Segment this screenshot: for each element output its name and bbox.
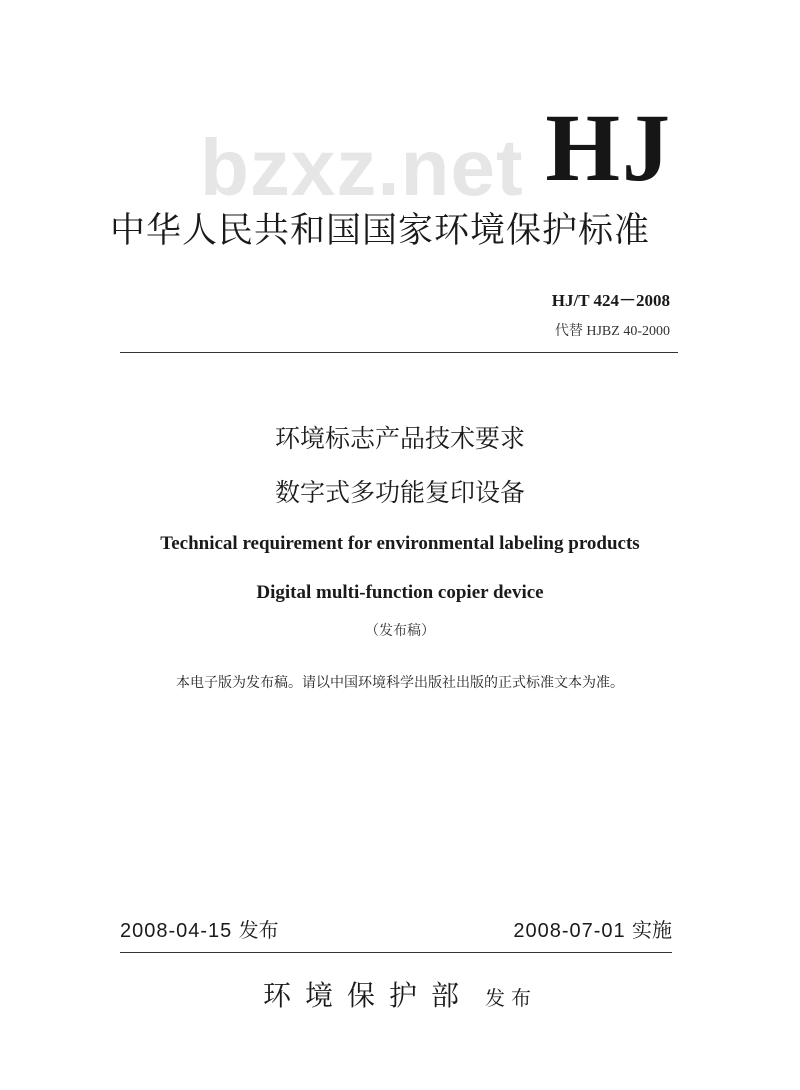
implement-date-block <box>513 920 672 941</box>
implement-date: 2008-07-01 <box>513 920 626 942</box>
issuer-verb: 发布 <box>485 986 537 1010</box>
edition-notice: 本电子版为发布稿。请以中国环境科学出版社出版的正式标准文本为准。 <box>176 675 624 691</box>
issue-date: 2008-04-15 <box>120 920 233 942</box>
org-title: 中华人民共和国国家环境保护标准 <box>110 211 651 251</box>
top-divider <box>120 352 678 353</box>
hj-logo: HJ <box>545 94 672 201</box>
title-cn-line-2: 数字式多功能复印设备 <box>274 478 525 507</box>
title-en-line-2: Digital multi-function copier device <box>256 582 544 603</box>
standard-number: HJ/T 424－2008 <box>551 291 670 310</box>
draft-note: （发布稿） <box>365 623 435 639</box>
issuer-name: 环境保护部 <box>262 979 473 1012</box>
title-cn-line-1: 环境标志产品技术要求 <box>274 424 525 453</box>
issue-label: 发布 <box>238 918 279 942</box>
bottom-divider <box>120 952 672 953</box>
issue-date-block <box>120 920 279 941</box>
implement-label: 实施 <box>632 918 672 942</box>
title-en-line-1: Technical requirement for environmental labeling products <box>160 533 640 554</box>
watermark: bzxz.net <box>200 123 524 212</box>
issuer-block <box>0 979 800 1012</box>
replaces-note: 代替 HJBZ 40-2000 <box>554 324 670 339</box>
